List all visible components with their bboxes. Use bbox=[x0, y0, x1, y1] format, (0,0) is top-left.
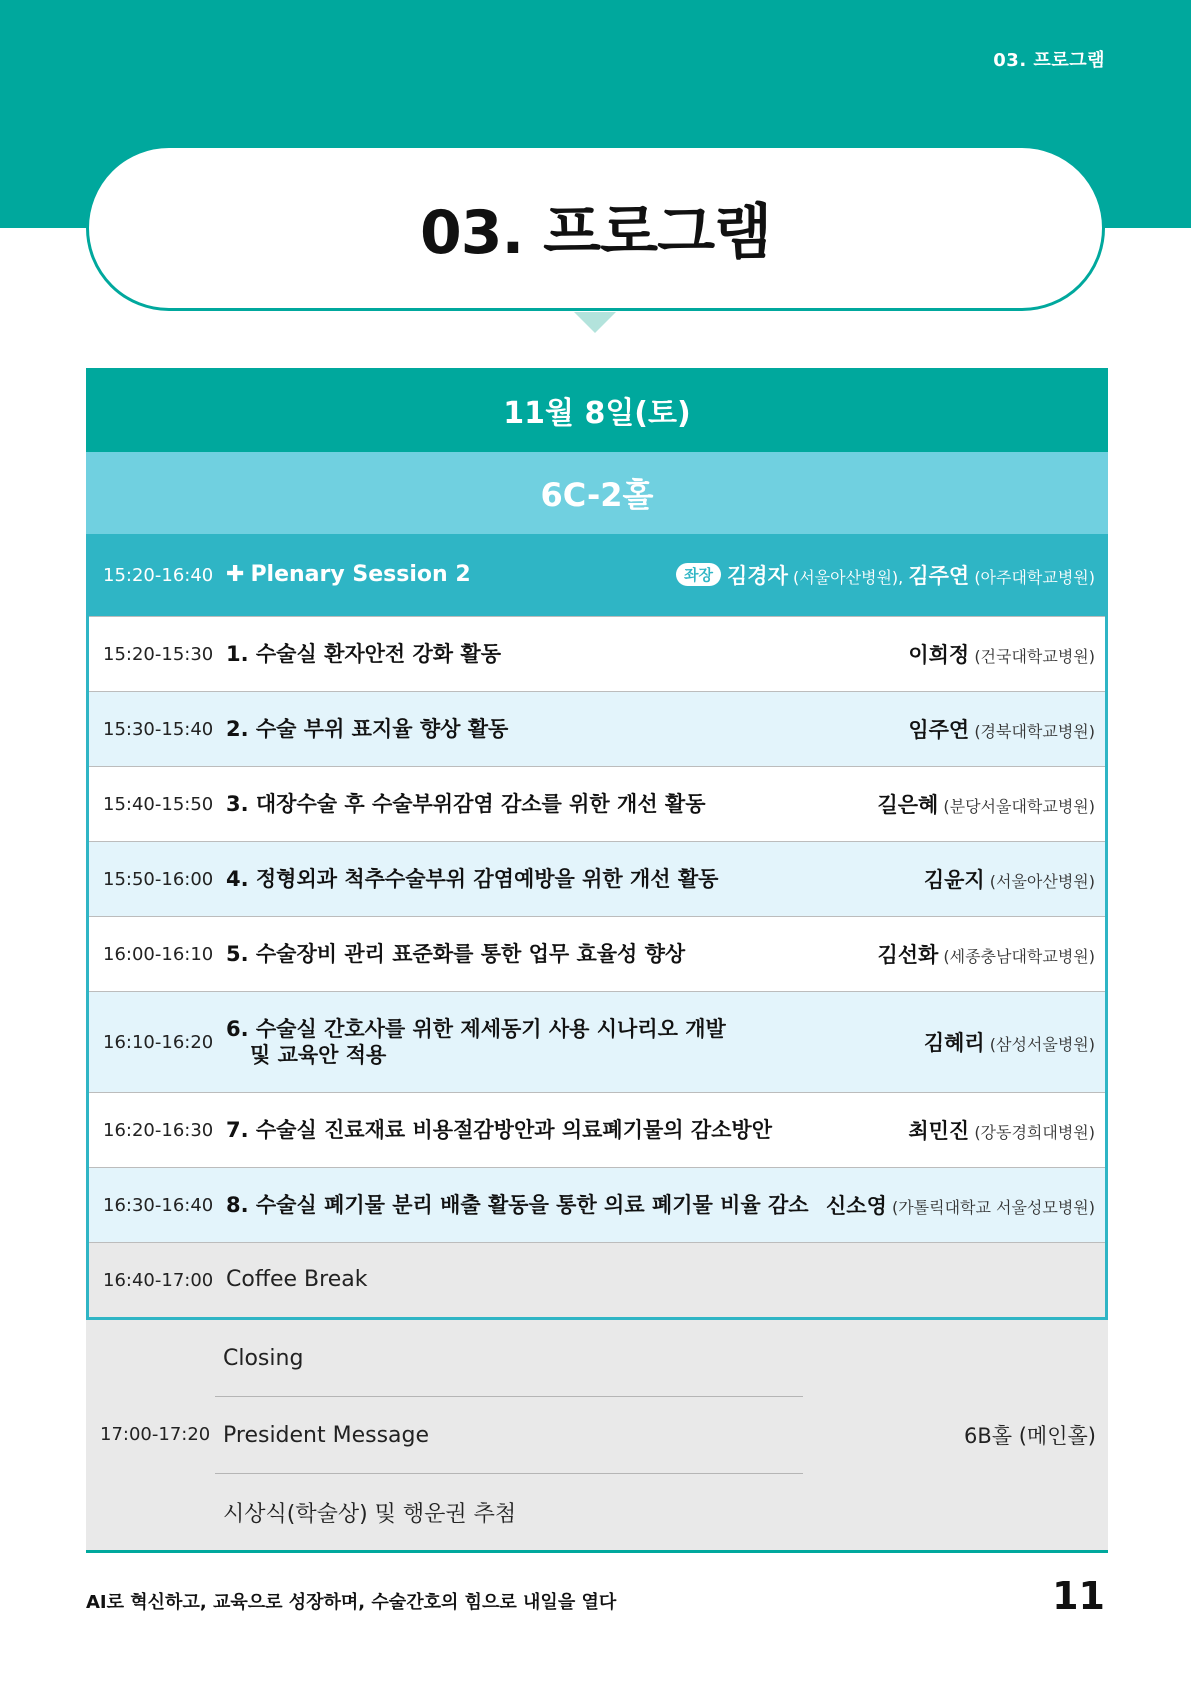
talk-row bbox=[89, 1168, 1105, 1243]
talk-time: 15:30-15:40 bbox=[103, 718, 214, 740]
chair1-affiliation: (서울아산병원), bbox=[792, 568, 904, 587]
talk-row bbox=[89, 692, 1105, 767]
page-title: 03. 프로그램 bbox=[419, 198, 772, 268]
speaker-affiliation: (삼성서울병원) bbox=[989, 1035, 1095, 1054]
speaker-name: 이희정 bbox=[908, 643, 970, 667]
talk-title-line2: 및 교육안 적용 bbox=[250, 1043, 387, 1067]
chair-badge: 좌장 bbox=[676, 563, 721, 586]
talk-title-line1: 6. 수술실 간호사를 위한 제세동기 사용 시나리오 개발 bbox=[226, 1016, 726, 1041]
coffee-time: 16:40-17:00 bbox=[103, 1269, 214, 1291]
talk-speaker bbox=[877, 789, 1105, 819]
talk-row bbox=[89, 917, 1105, 992]
talk-time: 16:10-16:20 bbox=[103, 1031, 214, 1053]
title-pointer bbox=[574, 312, 616, 333]
talk-time: 15:50-16:00 bbox=[103, 868, 214, 890]
talk-speaker bbox=[877, 939, 1105, 969]
closing-item: President Message bbox=[215, 1397, 803, 1474]
page-number: 11 bbox=[1052, 1574, 1105, 1618]
talk-row bbox=[89, 992, 1105, 1093]
speaker-affiliation: (서울아산병원) bbox=[989, 872, 1095, 891]
talk-speaker bbox=[908, 1115, 1105, 1145]
speaker-affiliation: (강동경희대병원) bbox=[974, 1123, 1095, 1142]
closing-location: 6B홀 (메인홀) bbox=[964, 1424, 1096, 1448]
date-header: 11월 8일(토) bbox=[86, 368, 1108, 452]
talk-title: 5. 수술장비 관리 표준화를 통한 업무 효율성 향상 bbox=[226, 941, 686, 966]
schedule-table bbox=[86, 368, 1108, 1553]
chair2-name: 김주연 bbox=[908, 564, 970, 588]
talk-title bbox=[226, 1016, 924, 1069]
speaker-name: 김혜리 bbox=[923, 1031, 985, 1055]
closing-block bbox=[86, 1320, 1108, 1553]
talk-speaker bbox=[826, 1190, 1105, 1220]
chair-info bbox=[676, 560, 1105, 590]
talk-title: 4. 정형외과 척추수술부위 감염예방을 위한 개선 활동 bbox=[226, 866, 719, 891]
talk-time: 15:20-15:30 bbox=[103, 643, 214, 665]
speaker-affiliation: (세종충남대학교병원) bbox=[943, 947, 1095, 966]
closing-item: 시상식(학술상) 및 행운권 추첨 bbox=[223, 1502, 517, 1527]
speaker-affiliation: (경북대학교병원) bbox=[974, 722, 1095, 741]
plenary-time: 15:20-16:40 bbox=[103, 564, 214, 586]
talk-row bbox=[89, 617, 1105, 692]
speaker-name: 최민진 bbox=[908, 1119, 970, 1143]
closing-time: 17:00-17:20 bbox=[100, 1424, 211, 1445]
talk-speaker bbox=[924, 864, 1105, 894]
chair1-name: 김경자 bbox=[727, 564, 788, 588]
coffee-break-row bbox=[89, 1243, 1105, 1317]
talk-title: 2. 수술 부위 표지율 향상 활동 bbox=[226, 716, 509, 741]
session-box bbox=[86, 534, 1108, 1320]
speaker-name: 임주연 bbox=[908, 718, 970, 742]
talk-title: 1. 수술실 환자안전 강화 활동 bbox=[226, 641, 501, 666]
plenary-title-text: Plenary Session 2 bbox=[250, 562, 471, 588]
closing-item: Closing bbox=[215, 1320, 803, 1397]
footer-slogan: AI로 혁신하고, 교육으로 성장하며, 수술간호의 힘으로 내일을 열다 bbox=[86, 1592, 617, 1613]
talk-speaker bbox=[908, 639, 1105, 669]
talk-speaker bbox=[908, 714, 1105, 744]
talk-row bbox=[89, 842, 1105, 917]
closing-items bbox=[215, 1320, 803, 1551]
section-label: 03. 프로그램 bbox=[993, 50, 1105, 71]
speaker-name: 신소영 bbox=[826, 1194, 887, 1218]
talk-title: 7. 수술실 진료재료 비용절감방안과 의료폐기물의 감소방안 bbox=[226, 1117, 773, 1142]
coffee-title: Coffee Break bbox=[226, 1267, 368, 1293]
talk-time: 15:40-15:50 bbox=[103, 793, 214, 815]
talk-title: 3. 대장수술 후 수술부위감염 감소를 위한 개선 활동 bbox=[226, 791, 706, 816]
talk-time: 16:00-16:10 bbox=[103, 943, 214, 965]
talk-row bbox=[89, 1093, 1105, 1168]
talk-row bbox=[89, 767, 1105, 842]
talk-speaker bbox=[924, 1027, 1105, 1057]
speaker-affiliation: (가톨릭대학교 서울성모병원) bbox=[891, 1198, 1095, 1217]
speaker-affiliation: (건국대학교병원) bbox=[974, 647, 1095, 666]
plenary-title bbox=[226, 561, 676, 589]
hall-header: 6C-2홀 bbox=[86, 452, 1108, 534]
plus-icon: ✚ bbox=[226, 562, 245, 588]
title-banner bbox=[86, 145, 1105, 311]
chair2-affiliation: (아주대학교병원) bbox=[974, 568, 1095, 587]
talk-time: 16:20-16:30 bbox=[103, 1119, 214, 1141]
speaker-affiliation: (분당서울대학교병원) bbox=[943, 797, 1095, 816]
talk-time: 16:30-16:40 bbox=[103, 1194, 214, 1216]
speaker-name: 길은혜 bbox=[877, 793, 939, 817]
plenary-row bbox=[89, 534, 1105, 617]
speaker-name: 김선화 bbox=[877, 943, 939, 967]
talk-title: 8. 수술실 폐기물 분리 배출 활동을 통한 의료 폐기물 비율 감소 bbox=[226, 1192, 809, 1217]
speaker-name: 김윤지 bbox=[923, 868, 985, 892]
